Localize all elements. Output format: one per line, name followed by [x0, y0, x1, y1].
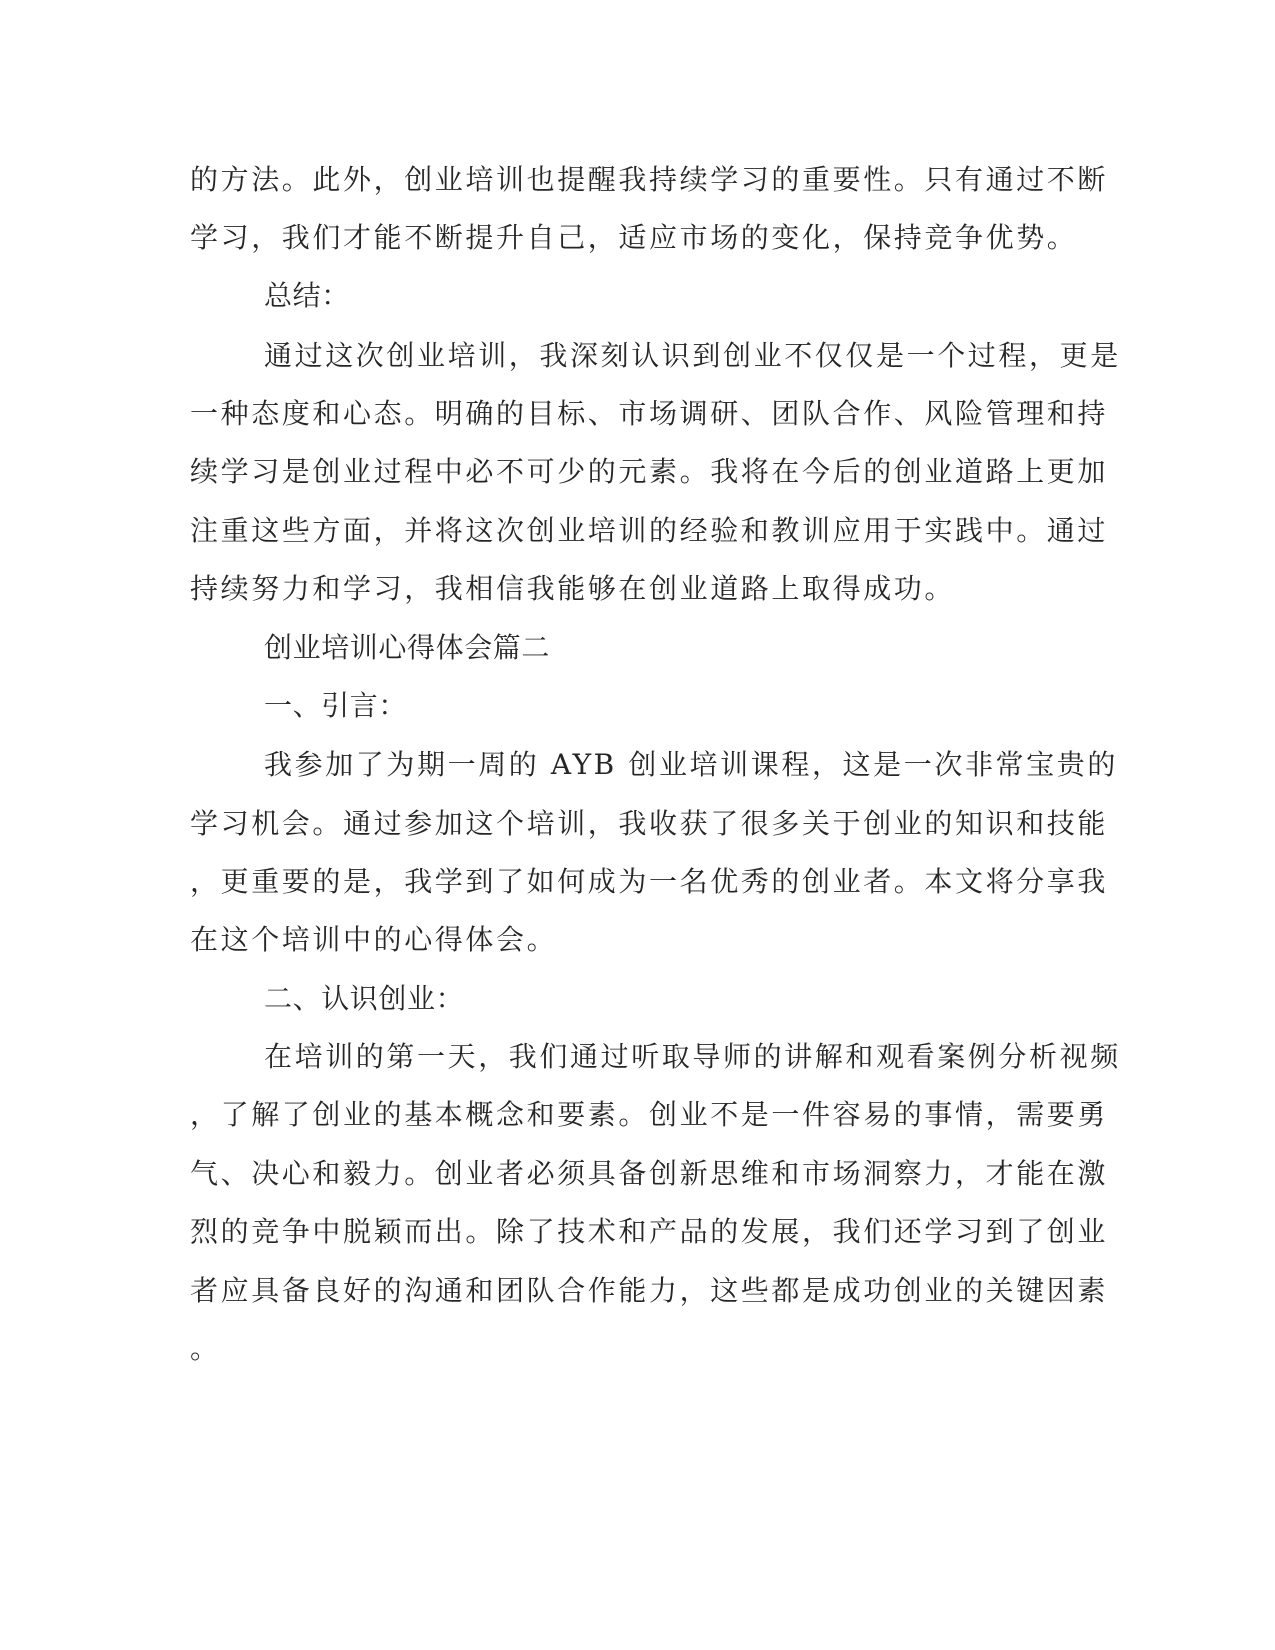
body-text-line: 。 — [190, 1332, 221, 1365]
body-text-line: 一种态度和心态。明确的目标、市场调研、团队合作、风险管理和持 — [190, 397, 1109, 430]
section-heading-introduction: 一、引言： — [264, 689, 408, 722]
article-title: 创业培训心得体会篇二 — [264, 631, 551, 664]
body-text-line: ，更重要的是，我学到了如何成为一名优秀的创业者。本文将分享我 — [190, 865, 1109, 898]
body-text-line: 的方法。此外，创业培训也提醒我持续学习的重要性。只有通过不断 — [190, 163, 1109, 196]
body-text-line: 我参加了为期一周的 AYB 创业培训课程，这是一次非常宝贵的 — [264, 748, 1118, 781]
body-text-line: 在培训的第一天，我们通过听取导师的讲解和观看案例分析视频 — [264, 1040, 1121, 1073]
body-text-line: 者应具备良好的沟通和团队合作能力，这些都是成功创业的关键因素 — [190, 1274, 1109, 1307]
body-text-line: 在这个培训中的心得体会。 — [190, 923, 558, 956]
body-text-line: 注重这些方面，并将这次创业培训的经验和教训应用于实践中。通过 — [190, 514, 1109, 547]
body-text-line: ，了解了创业的基本概念和要素。创业不是一件容易的事情，需要勇 — [190, 1098, 1109, 1131]
body-text-line: 续学习是创业过程中必不可少的元素。我将在今后的创业道路上更加 — [190, 455, 1109, 488]
body-text-line: 学习机会。通过参加这个培训，我收获了很多关于创业的知识和技能 — [190, 807, 1109, 840]
body-text-line: 持续努力和学习，我相信我能够在创业道路上取得成功。 — [190, 572, 956, 605]
body-text-line: 学习，我们才能不断提升自己，适应市场的变化，保持竞争优势。 — [190, 221, 1078, 254]
body-text-line: 气、决心和毅力。创业者必须具备创新思维和市场洞察力，才能在激 — [190, 1157, 1109, 1190]
section-heading-summary: 总结： — [264, 279, 350, 312]
body-text-line: 烈的竞争中脱颖而出。除了技术和产品的发展，我们还学习到了创业 — [190, 1215, 1109, 1248]
section-heading-understanding: 二、认识创业： — [264, 982, 465, 1015]
body-text-line: 通过这次创业培训，我深刻认识到创业不仅仅是一个过程，更是 — [264, 339, 1121, 372]
